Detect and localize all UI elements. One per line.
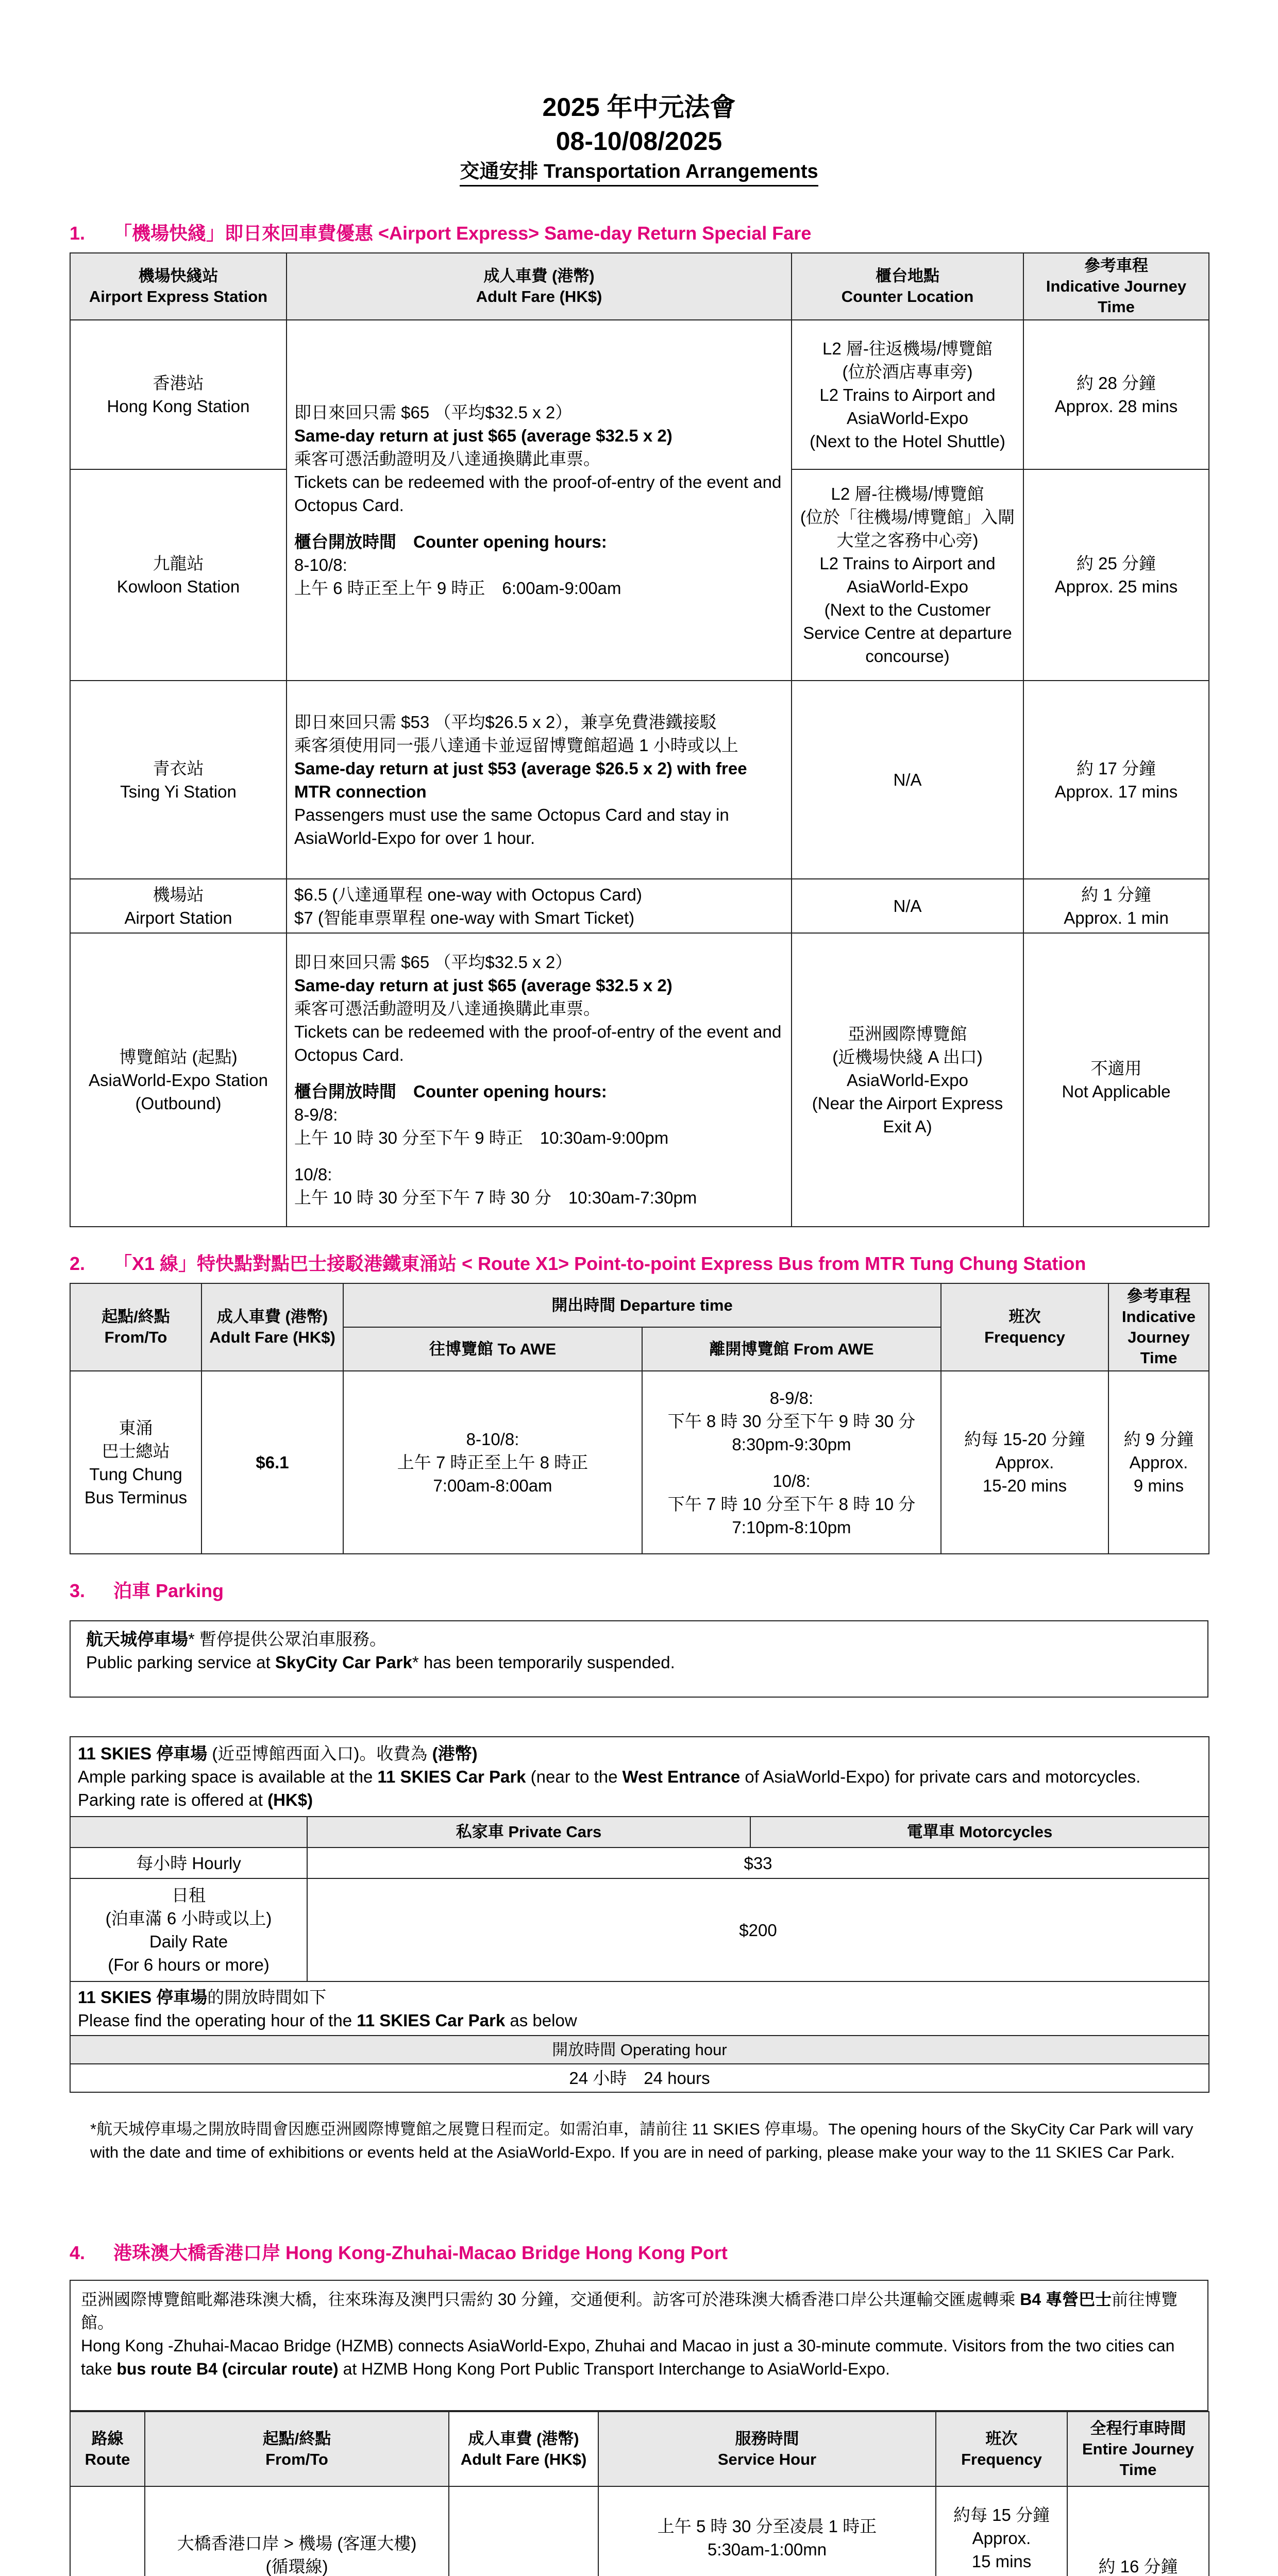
section-title: 「機場快綫」即日來回車費優惠 <Airport Express> Same-day Return Special Fare <box>113 223 812 244</box>
operating-hour-value: 24 小時 24 hours <box>70 2064 1209 2092</box>
section-number: 4. <box>70 2242 86 2263</box>
page-title: 2025 年中元法會 <box>542 93 736 122</box>
section-2-heading <box>70 1249 1086 1276</box>
operating-hour-header: 開放時間 Operating hour <box>70 2036 1209 2064</box>
table-row <box>70 681 1209 879</box>
table-row <box>70 879 1209 933</box>
col-journey-time: 全程行車時間 Entire Journey Time <box>1067 2412 1209 2486</box>
table-header-row <box>70 2036 1209 2064</box>
col-route: 路線 Route <box>70 2412 145 2486</box>
daily-label: 日租 (泊車滿 6 小時或以上) Daily Rate (For 6 hours or more) <box>70 1878 307 1981</box>
section-number: 1. <box>70 223 86 244</box>
fare-x1: $6.1 <box>201 1371 343 1554</box>
route-b4 <box>70 2486 145 2576</box>
counter-tsing-yi: N/A <box>792 681 1023 879</box>
station-tsing-yi: 青衣站 Tsing Yi Station <box>70 681 287 879</box>
col-to-awe: 往博覽館 To AWE <box>343 1327 642 1371</box>
counter-kowloon: L2 層-往機場/博覽館 (位於「往機場/博覽館」入閘大堂之客務中心旁) L2 Trains to Airport and AsiaWorld-Expo (Next to the Customer Service Centre at departure concourse) <box>792 469 1023 681</box>
airport-express-table <box>70 252 1209 1227</box>
col-service-hour: 服務時間 Service Hour <box>598 2412 936 2486</box>
col-private-cars: 私家車 Private Cars <box>307 1817 750 1848</box>
col-from-awe: 離開博覽館 From AWE <box>642 1327 941 1371</box>
skycity-notice: 航天城停車場* 暫停提供公眾泊車服務。 Public parking service at SkyCity Car Park* has been temporarily suspended. <box>70 1620 1208 1698</box>
section-3-heading <box>70 1577 224 1603</box>
counter-asiaworld-expo: 亞洲國際博覽館 (近機場快綫 A 出口) AsiaWorld-Expo (Near the Airport Express Exit A) <box>792 933 1023 1227</box>
station-hong-kong: 香港站 Hong Kong Station <box>70 320 287 469</box>
table-row <box>70 320 1209 469</box>
frequency-x1: 約每 15-20 分鐘 Approx. 15-20 mins <box>941 1371 1108 1554</box>
hzmb-intro: 亞洲國際博覽館毗鄰港珠澳大橋，往來珠海及澳門只需約 30 分鐘，交通便利。訪客可於港珠澳大橋香港口岸公共運輸交匯處轉乘 B4 專營巴士前往博覽館。 Hong Kong -Zhuhai-Macao Bridge (HZMB) connects AsiaWorld-Expo, Zhuhai and Macao in just a 30-minute commute. Visitors from the two cities can take bus route B4 (circular route) at HZMB Hong Kong Port Public Transport Interchange to AsiaWorld-Expo. <box>70 2280 1208 2411</box>
from-awe-times: 8-9/8: 下午 8 時 30 分至下午 9 時 30 分 8:30pm-9:30pm 10/8: 下午 7 時 10 分至下午 8 時 10 分 7:10pm-8:10pm <box>642 1371 941 1554</box>
page-subtitle: 交通安排 Transportation Arrangements <box>460 158 818 187</box>
col-station: 機場快綫站 Airport Express Station <box>70 253 287 320</box>
time-tsing-yi: 約 17 分鐘 Approx. 17 mins <box>1023 681 1209 879</box>
from-to-b4: 大橋香港口岸 > 機場 (客運大樓) (循環線) <box>145 2486 449 2576</box>
section-title: 「X1 線」特快點對點巴士接駁港鐵東涌站 < Route X1> Point-to-point Express Bus from MTR Tung Chung Station <box>113 1253 1086 1274</box>
table-row <box>70 1981 1209 2036</box>
table-header-row <box>70 253 1209 320</box>
fare-airport: $6.5 (八達通單程 one-way with Octopus Card) $7 (智能車票單程 one-way with Smart Ticket) <box>287 879 792 933</box>
station-kowloon: 九龍站 Kowloon Station <box>70 469 287 681</box>
section-title: 泊車 Parking <box>113 1580 224 1601</box>
to-awe-times: 8-10/8: 上午 7 時正至上午 8 時正 7:00am-8:00am <box>343 1371 642 1554</box>
table-row <box>70 1878 1209 1981</box>
table-row <box>70 2064 1209 2092</box>
route-b4-table <box>70 2411 1209 2576</box>
table-row <box>70 1371 1209 1554</box>
journey-time-b4: 約 16 分鐘 <box>1067 2486 1209 2576</box>
col-counter: 櫃台地點 Counter Location <box>792 253 1023 320</box>
col-fare: 成人車費 (港幣) Adult Fare (HK$) <box>287 253 792 320</box>
hourly-rate: $33 <box>307 1848 1209 1878</box>
daily-rate: $200 <box>307 1878 1209 1981</box>
fare-cell: 即日來回只需 $65 （平均$32.5 x 2） Same-day return at just $65 (average $32.5 x 2) 乘客可憑活動證明及八達通換購此車票。 Tickets can be redeemed with the proof-of-entry of the event and Octopus Card. 櫃台開放時間 Counter opening hours: 8-10/8: 上午 6 時正至上午 9 時正 6:00am-9:00am <box>287 320 792 681</box>
table-header-row <box>70 1817 1209 1848</box>
section-title: 港珠澳大橋香港口岸 Hong Kong-Zhuhai-Macao Bridge Hong Kong Port <box>113 2242 728 2263</box>
skies-intro: 11 SKIES 停車場 (近亞博館西面入口)。收費為 (港幣) Ample parking space is available at the 11 SKIES Car Park (near to the West Entrance of AsiaWorld-Expo) for private cars and motorcycles. Parking rate is offered at (HK$) <box>70 1737 1209 1817</box>
section-number: 3. <box>70 1580 86 1601</box>
from-tung-chung: 東涌 巴士總站 Tung Chung Bus Terminus <box>70 1371 201 1554</box>
section-4-heading <box>70 2239 728 2265</box>
col-motorcycles: 電單車 Motorcycles <box>750 1817 1209 1848</box>
table-row <box>70 1737 1209 1817</box>
event-dates: 08-10/08/2025 <box>556 127 722 156</box>
table-row <box>70 933 1209 1227</box>
time-kowloon: 約 25 分鐘 Approx. 25 mins <box>1023 469 1209 681</box>
station-asiaworld-expo: 博覽館站 (起點) AsiaWorld-Expo Station (Outbound) <box>70 933 287 1227</box>
blank-header <box>70 1817 307 1848</box>
counter-hong-kong: L2 層-往返機場/博覽館 (位於酒店專車旁) L2 Trains to Airport and AsiaWorld-Expo (Next to the Hotel Shuttle) <box>792 320 1023 469</box>
hourly-label: 每小時 Hourly <box>70 1848 307 1878</box>
col-journey-time: 參考車程 Indicative Journey Time <box>1108 1283 1209 1371</box>
counter-airport: N/A <box>792 879 1023 933</box>
station-airport: 機場站 Airport Station <box>70 879 287 933</box>
col-departure-time: 開出時間 Departure time <box>343 1283 941 1327</box>
fare-b4 <box>449 2486 598 2576</box>
route-x1-table <box>70 1283 1209 1554</box>
frequency-day: 約每 15 分鐘 Approx. 15 mins <box>936 2486 1067 2576</box>
fare-asiaworld-expo: 即日來回只需 $65 （平均$32.5 x 2） Same-day return at just $65 (average $32.5 x 2) 乘客可憑活動證明及八達通換購此車票。 Tickets can be redeemed with the proof-of-entry of the event and Octopus Card. 櫃台開放時間 Counter opening hours: 8-9/8: 上午 10 時 30 分至下午 9 時正 10:30am-9:00pm 10/8: 上午 10 時 30 分至下午 7 時 30 分 10:30am-7:30pm <box>287 933 792 1227</box>
col-from-to: 起點/終點 From/To <box>70 1283 201 1371</box>
table-row <box>70 1848 1209 1878</box>
journey-time-x1: 約 9 分鐘 Approx. 9 mins <box>1108 1371 1209 1554</box>
section-1-heading <box>70 219 811 245</box>
col-fare: 成人車費 (港幣) Adult Fare (HK$) <box>201 1283 343 1371</box>
table-row <box>70 2486 1209 2576</box>
col-frequency: 班次 Frequency <box>936 2412 1067 2486</box>
col-fare: 成人車費 (港幣) Adult Fare (HK$) <box>449 2412 598 2486</box>
col-from-to: 起點/終點 From/To <box>145 2412 449 2486</box>
parking-footnote: *航天城停車場之開放時間會因應亞洲國際博覽館之展覽日程而定。如需泊車，請前往 11 SKIES 停車場。The opening hours of the SkyCity Car Park will vary with the date and time of exhibitions or events held at the AsiaWorld-Expo. If you are in need of parking, please make your way to the 11 SKIES Car Park. <box>90 2120 1193 2161</box>
section-number: 2. <box>70 1253 86 1274</box>
fare-tsing-yi: 即日來回只需 $53 （平均$26.5 x 2），兼享免費港鐵接駁 乘客須使用同一張八達通卡並逗留博覽館超過 1 小時或以上 Same-day return at just $53 (average $26.5 x 2) with free MTR connection Passengers must use the same Octopus Card and stay in AsiaWorld-Expo for over 1 hour. <box>287 681 792 879</box>
title-block <box>0 90 1278 187</box>
time-asiaworld-expo: 不適用 Not Applicable <box>1023 933 1209 1227</box>
time-hong-kong: 約 28 分鐘 Approx. 28 mins <box>1023 320 1209 469</box>
col-frequency: 班次 Frequency <box>941 1283 1108 1371</box>
table-header-row <box>70 2412 1209 2486</box>
operating-hour-intro: 11 SKIES 停車場的開放時間如下 Please find the operating hour of the 11 SKIES Car Park as below <box>70 1981 1209 2036</box>
parking-table <box>70 1736 1209 2093</box>
table-header-row <box>70 1283 1209 1327</box>
col-journey-time: 參考車程 Indicative Journey Time <box>1023 253 1209 320</box>
service-hour-day: 上午 5 時 30 分至凌晨 1 時正 5:30am-1:00mn <box>598 2486 936 2576</box>
time-airport: 約 1 分鐘 Approx. 1 min <box>1023 879 1209 933</box>
